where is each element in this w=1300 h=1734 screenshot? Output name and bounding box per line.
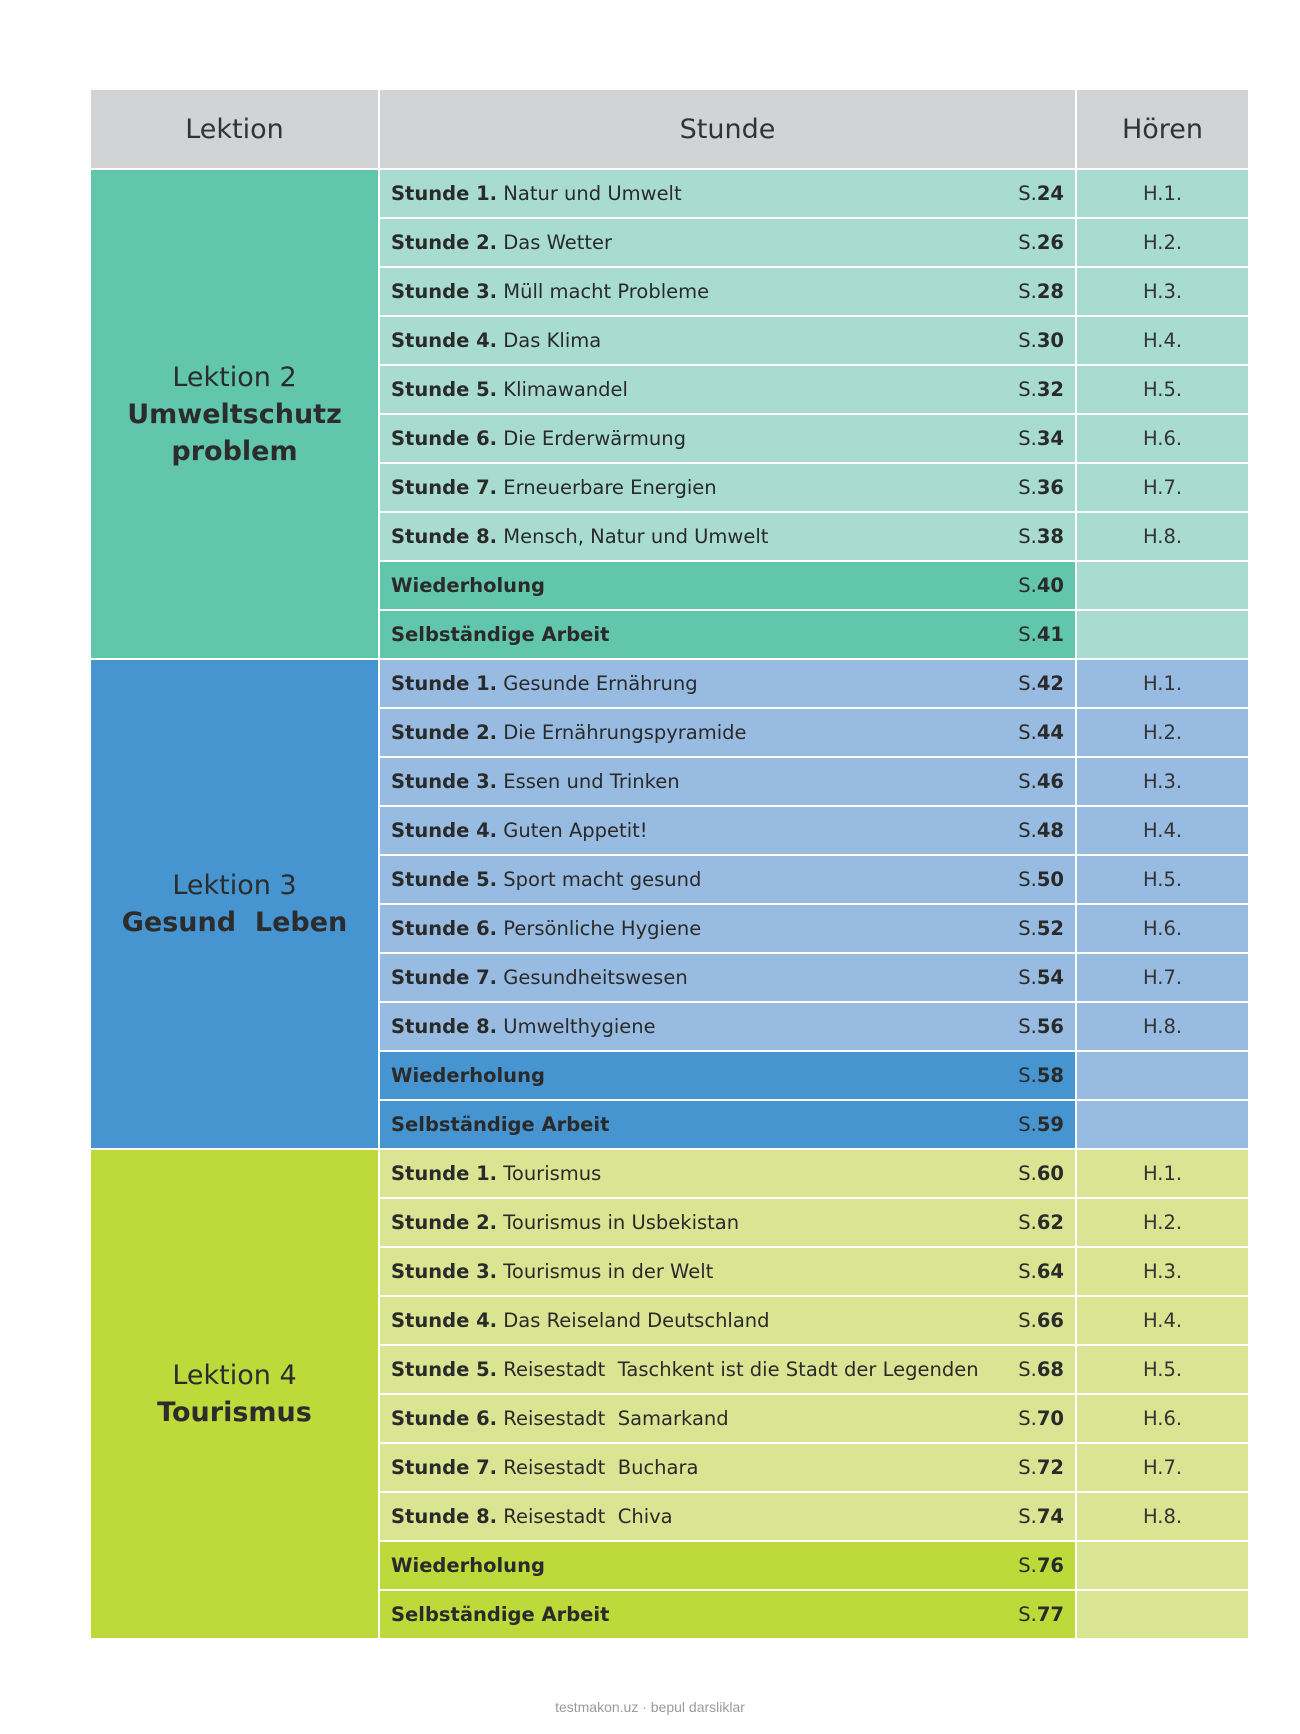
page-number: 52 <box>1036 917 1064 940</box>
stunde-title: Persönliche Hygiene <box>503 917 702 940</box>
stunde-title: Essen und Trinken <box>503 770 680 793</box>
stunde-cell <box>379 659 1076 708</box>
horen-cell <box>1076 1100 1249 1149</box>
horen-cell: H.4. <box>1076 806 1249 855</box>
toc-row <box>90 169 1249 218</box>
page-prefix: S. <box>1018 1260 1037 1283</box>
page-prefix: S. <box>1018 476 1037 499</box>
stunde-number: Stunde 2. <box>391 231 498 254</box>
page-ref <box>1018 1015 1064 1038</box>
horen-cell: H.2. <box>1076 218 1249 267</box>
horen-cell: H.6. <box>1076 1394 1249 1443</box>
stunde-title: Gesundheitswesen <box>503 966 688 989</box>
stunde-number: Stunde 7. <box>391 966 498 989</box>
stunde-number: Selbständige Arbeit <box>391 1603 610 1626</box>
page-prefix: S. <box>1018 231 1037 254</box>
page-prefix: S. <box>1018 1603 1037 1626</box>
horen-cell: H.8. <box>1076 1492 1249 1541</box>
toc-row <box>90 659 1249 708</box>
lesson-cell <box>90 169 379 659</box>
stunde-number: Stunde 1. <box>391 672 498 695</box>
page-number: 34 <box>1036 427 1064 450</box>
page-ref <box>1018 231 1064 254</box>
page-number: 24 <box>1036 182 1064 205</box>
stunde-label <box>391 329 601 352</box>
page-prefix: S. <box>1018 1456 1037 1479</box>
page-ref <box>1018 525 1064 548</box>
page-number: 58 <box>1036 1064 1064 1087</box>
lesson-subtitle: Umweltschutz <box>127 398 342 430</box>
stunde-cell <box>379 757 1076 806</box>
stunde-number: Stunde 3. <box>391 280 498 303</box>
stunde-title: Die Erderwärmung <box>503 427 686 450</box>
footer-watermark: testmakon.uz · bepul darsliklar <box>555 1699 745 1715</box>
stunde-label <box>391 427 686 450</box>
page-prefix: S. <box>1018 770 1037 793</box>
stunde-label <box>391 1358 979 1381</box>
stunde-number: Stunde 5. <box>391 378 498 401</box>
horen-cell: H.2. <box>1076 1198 1249 1247</box>
lesson-subtitle: Tourismus <box>157 1397 312 1428</box>
stunde-label <box>391 574 545 597</box>
page-prefix: S. <box>1018 721 1037 744</box>
stunde-label <box>391 1015 656 1038</box>
lesson-title: Lektion 2 <box>172 361 297 393</box>
stunde-number: Stunde 7. <box>391 1456 498 1479</box>
stunde-label <box>391 672 698 695</box>
stunde-cell <box>379 1002 1076 1051</box>
page-prefix: S. <box>1018 1309 1037 1332</box>
page-number: 76 <box>1036 1554 1064 1577</box>
horen-cell: H.8. <box>1076 1002 1249 1051</box>
stunde-title: Sport macht gesund <box>503 868 702 891</box>
stunde-cell <box>379 218 1076 267</box>
stunde-cell <box>379 1443 1076 1492</box>
stunde-number: Stunde 4. <box>391 1309 498 1332</box>
page-prefix: S. <box>1018 623 1037 646</box>
stunde-label <box>391 1064 545 1087</box>
header-stunde: Stunde <box>379 89 1076 169</box>
stunde-number: Stunde 8. <box>391 1015 498 1038</box>
page-prefix: S. <box>1018 966 1037 989</box>
page-prefix: S. <box>1018 1554 1037 1577</box>
page-number: 54 <box>1036 966 1064 989</box>
stunde-number: Stunde 2. <box>391 1211 498 1234</box>
page-prefix: S. <box>1018 672 1037 695</box>
stunde-label <box>391 770 680 793</box>
stunde-cell <box>379 1394 1076 1443</box>
horen-cell <box>1076 610 1249 659</box>
page-number: 77 <box>1036 1603 1064 1626</box>
page-ref <box>1018 623 1064 646</box>
toc-body <box>90 169 1249 1639</box>
review-cell <box>379 610 1076 659</box>
stunde-title: Reisestadt Buchara <box>503 1456 699 1479</box>
stunde-cell <box>379 1345 1076 1394</box>
page-prefix: S. <box>1018 1015 1037 1038</box>
page-prefix: S. <box>1018 1162 1037 1185</box>
horen-cell: H.3. <box>1076 267 1249 316</box>
stunde-title: Reisestadt Samarkand <box>503 1407 729 1430</box>
page-number: 42 <box>1036 672 1064 695</box>
page-ref <box>1018 1603 1064 1626</box>
stunde-cell <box>379 414 1076 463</box>
stunde-number: Stunde 4. <box>391 819 498 842</box>
page-number: 60 <box>1036 1162 1064 1185</box>
page-number: 26 <box>1036 231 1064 254</box>
page-number: 50 <box>1036 868 1064 891</box>
stunde-number: Selbständige Arbeit <box>391 1113 610 1136</box>
stunde-label <box>391 1211 739 1234</box>
stunde-cell <box>379 855 1076 904</box>
page-number: 66 <box>1036 1309 1064 1332</box>
stunde-number: Stunde 7. <box>391 476 498 499</box>
horen-cell: H.7. <box>1076 953 1249 1002</box>
stunde-label <box>391 1260 713 1283</box>
stunde-cell <box>379 806 1076 855</box>
page-ref <box>1018 1554 1064 1577</box>
page-number: 46 <box>1036 770 1064 793</box>
page-prefix: S. <box>1018 1064 1037 1087</box>
stunde-cell <box>379 708 1076 757</box>
page-number: 44 <box>1036 721 1064 744</box>
stunde-label <box>391 1309 770 1332</box>
page-prefix: S. <box>1018 1358 1037 1381</box>
horen-cell <box>1076 1541 1249 1590</box>
stunde-title: Reisestadt Chiva <box>503 1505 673 1528</box>
stunde-title: Klimawandel <box>503 378 628 401</box>
horen-cell: H.3. <box>1076 1247 1249 1296</box>
stunde-title: Reisestadt Taschkent ist die Stadt der Legenden <box>503 1358 979 1381</box>
horen-cell: H.5. <box>1076 365 1249 414</box>
page-prefix: S. <box>1018 1407 1037 1430</box>
stunde-number: Stunde 3. <box>391 1260 498 1283</box>
page-ref <box>1018 1505 1064 1528</box>
horen-cell: H.6. <box>1076 904 1249 953</box>
stunde-number: Wiederholung <box>391 1064 545 1087</box>
horen-cell: H.5. <box>1076 1345 1249 1394</box>
page-number: 28 <box>1036 280 1064 303</box>
horen-cell: H.2. <box>1076 708 1249 757</box>
stunde-number: Selbständige Arbeit <box>391 623 610 646</box>
lesson-cell <box>90 1149 379 1639</box>
horen-cell: H.4. <box>1076 316 1249 365</box>
stunde-cell <box>379 904 1076 953</box>
page-ref <box>1018 1309 1064 1332</box>
stunde-number: Wiederholung <box>391 1554 545 1577</box>
stunde-title: Das Reiseland Deutschland <box>503 1309 770 1332</box>
page-ref <box>1018 182 1064 205</box>
stunde-label <box>391 1456 698 1479</box>
page-number: 48 <box>1036 819 1064 842</box>
page-ref <box>1018 574 1064 597</box>
page-ref <box>1018 770 1064 793</box>
page-number: 38 <box>1036 525 1064 548</box>
lesson-title: Lektion 3 <box>172 870 297 901</box>
page-prefix: S. <box>1018 427 1037 450</box>
horen-cell <box>1076 561 1249 610</box>
stunde-label <box>391 1162 601 1185</box>
stunde-title: Müll macht Probleme <box>503 280 710 303</box>
horen-cell: H.1. <box>1076 659 1249 708</box>
page-number: 30 <box>1036 329 1064 352</box>
stunde-title: Erneuerbare Energien <box>503 476 717 499</box>
page-ref <box>1018 672 1064 695</box>
horen-cell: H.8. <box>1076 512 1249 561</box>
stunde-label <box>391 182 682 205</box>
stunde-label <box>391 721 747 744</box>
horen-cell: H.7. <box>1076 463 1249 512</box>
page-ref <box>1018 917 1064 940</box>
page-ref <box>1018 280 1064 303</box>
page-prefix: S. <box>1018 819 1037 842</box>
page-prefix: S. <box>1018 917 1037 940</box>
page-ref <box>1018 966 1064 989</box>
page-prefix: S. <box>1018 525 1037 548</box>
stunde-label <box>391 1554 545 1577</box>
stunde-title: Die Ernährungspyramide <box>503 721 747 744</box>
horen-cell: H.6. <box>1076 414 1249 463</box>
page-prefix: S. <box>1018 574 1037 597</box>
page-prefix: S. <box>1018 378 1037 401</box>
page-number: 40 <box>1036 574 1064 597</box>
stunde-number: Stunde 6. <box>391 1407 498 1430</box>
lesson-cell <box>90 659 379 1149</box>
stunde-number: Stunde 1. <box>391 1162 498 1185</box>
horen-cell: H.4. <box>1076 1296 1249 1345</box>
page-ref <box>1018 868 1064 891</box>
page-ref <box>1018 1211 1064 1234</box>
page-ref <box>1018 378 1064 401</box>
page-number: 64 <box>1036 1260 1064 1283</box>
review-cell <box>379 1100 1076 1149</box>
page-ref <box>1018 427 1064 450</box>
stunde-label <box>391 819 648 842</box>
lesson-subtitle: problem <box>171 435 298 467</box>
stunde-number: Stunde 6. <box>391 427 498 450</box>
page-ref <box>1018 1260 1064 1283</box>
stunde-number: Stunde 8. <box>391 1505 498 1528</box>
horen-cell: H.1. <box>1076 169 1249 218</box>
stunde-label <box>391 1505 673 1528</box>
stunde-number: Stunde 5. <box>391 868 498 891</box>
stunde-cell <box>379 1296 1076 1345</box>
stunde-label <box>391 868 701 891</box>
stunde-title: Tourismus <box>503 1162 602 1185</box>
stunde-cell <box>379 316 1076 365</box>
stunde-number: Wiederholung <box>391 574 545 597</box>
page-prefix: S. <box>1018 280 1037 303</box>
stunde-label <box>391 1113 609 1136</box>
stunde-title: Tourismus in Usbekistan <box>503 1211 740 1234</box>
stunde-label <box>391 623 609 646</box>
header-row <box>90 89 1249 169</box>
page-number: 74 <box>1036 1505 1064 1528</box>
stunde-title: Guten Appetit! <box>503 819 648 842</box>
horen-cell: H.1. <box>1076 1149 1249 1198</box>
stunde-cell <box>379 512 1076 561</box>
page-ref <box>1018 819 1064 842</box>
stunde-title: Mensch, Natur und Umwelt <box>503 525 769 548</box>
page-number: 59 <box>1036 1113 1064 1136</box>
stunde-cell <box>379 463 1076 512</box>
page-number: 68 <box>1036 1358 1064 1381</box>
horen-cell: H.3. <box>1076 757 1249 806</box>
stunde-number: Stunde 4. <box>391 329 498 352</box>
review-cell <box>379 561 1076 610</box>
stunde-number: Stunde 6. <box>391 917 498 940</box>
page-ref <box>1018 1162 1064 1185</box>
stunde-cell <box>379 169 1076 218</box>
horen-cell: H.5. <box>1076 855 1249 904</box>
table-of-contents <box>89 88 1250 1640</box>
page-ref <box>1018 1064 1064 1087</box>
page-ref <box>1018 1358 1064 1381</box>
stunde-number: Stunde 5. <box>391 1358 498 1381</box>
page-prefix: S. <box>1018 1505 1037 1528</box>
stunde-cell <box>379 953 1076 1002</box>
stunde-cell <box>379 1247 1076 1296</box>
review-cell <box>379 1541 1076 1590</box>
page-number: 36 <box>1036 476 1064 499</box>
stunde-title: Umwelthygiene <box>503 1015 656 1038</box>
stunde-title: Das Wetter <box>503 231 613 254</box>
page-ref <box>1018 1456 1064 1479</box>
toc-row <box>90 1149 1249 1198</box>
header-lektion: Lektion <box>90 89 379 169</box>
page-number: 32 <box>1036 378 1064 401</box>
stunde-label <box>391 280 709 303</box>
page-number: 56 <box>1036 1015 1064 1038</box>
horen-cell <box>1076 1590 1249 1639</box>
page-number: 70 <box>1036 1407 1064 1430</box>
stunde-number: Stunde 8. <box>391 525 498 548</box>
stunde-title: Das Klima <box>503 329 602 352</box>
stunde-label <box>391 525 768 548</box>
stunde-number: Stunde 3. <box>391 770 498 793</box>
page-prefix: S. <box>1018 868 1037 891</box>
page-prefix: S. <box>1018 1211 1037 1234</box>
stunde-cell <box>379 267 1076 316</box>
page-number: 41 <box>1036 623 1064 646</box>
horen-cell: H.7. <box>1076 1443 1249 1492</box>
review-cell <box>379 1590 1076 1639</box>
stunde-label <box>391 1603 609 1626</box>
stunde-cell <box>379 1492 1076 1541</box>
stunde-number: Stunde 1. <box>391 182 498 205</box>
review-cell <box>379 1051 1076 1100</box>
stunde-number: Stunde 2. <box>391 721 498 744</box>
page-prefix: S. <box>1018 182 1037 205</box>
page-ref <box>1018 1407 1064 1430</box>
lesson-title: Lektion 4 <box>172 1360 297 1391</box>
stunde-label <box>391 1407 729 1430</box>
page-prefix: S. <box>1018 1113 1037 1136</box>
stunde-label <box>391 966 688 989</box>
stunde-label <box>391 231 612 254</box>
page-prefix: S. <box>1018 329 1037 352</box>
horen-cell <box>1076 1051 1249 1100</box>
lesson-subtitle: Gesund Leben <box>121 907 348 938</box>
page-number: 62 <box>1036 1211 1064 1234</box>
stunde-title: Natur und Umwelt <box>503 182 682 205</box>
page-ref <box>1018 721 1064 744</box>
stunde-label <box>391 917 701 940</box>
stunde-cell <box>379 365 1076 414</box>
stunde-cell <box>379 1198 1076 1247</box>
page-ref <box>1018 329 1064 352</box>
stunde-cell <box>379 1149 1076 1198</box>
page-ref <box>1018 1113 1064 1136</box>
stunde-title: Gesunde Ernährung <box>503 672 698 695</box>
stunde-label <box>391 476 717 499</box>
stunde-label <box>391 378 628 401</box>
page-ref <box>1018 476 1064 499</box>
header-horen: Hören <box>1076 89 1249 169</box>
stunde-title: Tourismus in der Welt <box>503 1260 714 1283</box>
page-number: 72 <box>1036 1456 1064 1479</box>
